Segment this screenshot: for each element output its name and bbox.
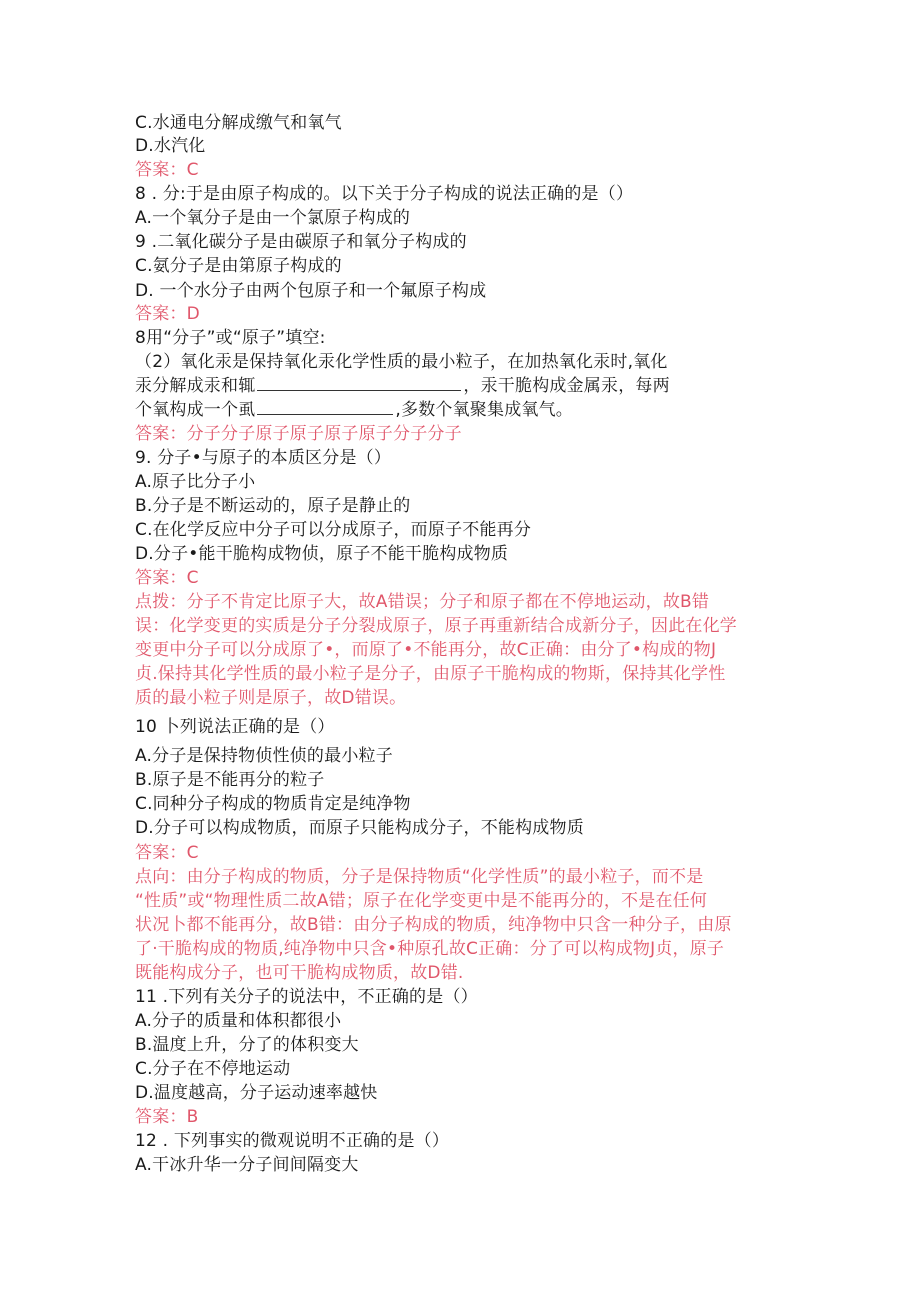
option-d-q11: D.温度越高，分子运动速率越快	[135, 1083, 378, 1103]
explanation-q10-line-1: 点向：由分子构成的物质，分子是保持物质“化学性质”的最小粒子，而不是	[135, 867, 704, 887]
option-b-q8: 9 .二氧化碳分子是由碳原子和氧分子构成的	[135, 232, 467, 252]
option-a-q8: A.一个氧分子是由一个氯原子构成的	[135, 208, 411, 228]
question-12: 12 . 下列事实的微观说明不正确的是（）	[135, 1131, 450, 1151]
explanation-q9-line-5: 质的最小粒子则是原子，故D错误。	[135, 688, 407, 708]
explanation-q9-line-1: 点拨：分子不肯定比原子大，故A错误；分子和原子都在不停地运动，故B错	[135, 592, 710, 612]
question-8: 8 . 分:于是由原子构成的。以下关于分子构成的说法正确的是（）	[135, 184, 634, 204]
fill-blank-question: 8用“分子”或“原子”填空:	[135, 328, 326, 348]
answer-q7: 答案：C	[135, 160, 199, 180]
question-9: 9. 分子•与原子的本质区分是（）	[135, 448, 392, 468]
fill-blank-text-2b: ，汞干脆构成金属汞，每两	[463, 376, 670, 396]
fill-blank-text-2a: 汞分解成汞和辄	[135, 376, 256, 396]
fill-blank-text-3	[135, 399, 573, 422]
option-a-q10: A.分子是保持物侦性侦的最小粒子	[135, 746, 393, 766]
option-c-q10: C.同种分子构成的物质肯定是纯净物	[135, 794, 411, 814]
answer-blank-1	[257, 375, 461, 391]
fill-blank-text-1: （2）氧化汞是保持氧化汞化学性质的最小粒子，在加热氧化汞时,氧化	[135, 352, 668, 372]
option-c-q9: C.在化学反应中分子可以分成原子，而原子不能再分	[135, 520, 532, 540]
fill-blank-text-3a: 个氧构成一个虱	[135, 400, 256, 420]
option-b-q10: B.原子是不能再分的粒子	[135, 770, 325, 790]
answer-q9: 答案：C	[135, 568, 199, 588]
option-b-q11: B.温度上升，分了的体积变大	[135, 1035, 359, 1055]
answer-blank-2	[257, 399, 393, 415]
option-d-q7: D.水汽化	[135, 136, 206, 156]
fill-blank-text-2	[135, 375, 670, 398]
answer-q10: 答案：C	[135, 843, 199, 863]
option-c-q11: C.分子在不停地运动	[135, 1059, 291, 1079]
option-a-q9: A.原子比分子小	[135, 472, 256, 492]
explanation-q10-line-4: 了·干脆构成的物质,纯净物中只含•种原孔故C正确：分了可以构成物J贞，原子	[135, 939, 725, 959]
option-d-q9: D.分子•能干脆构成物侦，原子不能干脆构成物质	[135, 544, 509, 564]
option-d-q8: D. 一个水分子由两个包原子和一个氟原子构成	[135, 281, 487, 301]
question-10: 10 卜列说法正确的是（）	[135, 717, 335, 737]
option-d-q10: D.分子可以构成物质，而原子只能构成分子，不能构成物质	[135, 818, 584, 838]
explanation-q9-line-4: 贞.保持其化学性质的最小粒子是分子，由原子干脆构成的物斯，保持其化学性	[135, 664, 726, 684]
explanation-q10-line-5: 既能构成分子，也可干脆构成物质，故D错.	[135, 963, 464, 983]
answer-q11: 答案：B	[135, 1107, 199, 1127]
answer-fill-blank: 答案：分子分子原子原子原子原子分子分子	[135, 424, 462, 444]
option-a-q12: A.干冰升华一分子间间隔变大	[135, 1155, 359, 1175]
option-c-q7: C.水通电分解成缴气和氧气	[135, 113, 342, 133]
question-11: 11 .下列有关分子的说法中，不正确的是（）	[135, 987, 478, 1007]
explanation-q10-line-2: “性质”或“物理性质二故A错；原子在化学变更中是不能再分的，不是在任何	[135, 891, 708, 911]
option-c-q8: C.氨分子是由第原子构成的	[135, 256, 342, 276]
explanation-q9-line-3: 变更中分子可以分成原了•，而原了•不能再分，故C正确：由分了•构成的物J	[135, 640, 717, 660]
explanation-q9-line-2: 误：化学变更的实质是分子分裂成原子，原子再重新结合成新分子，因此在化学	[135, 616, 737, 636]
fill-blank-text-3b: ,多数个氧聚集成氧气。	[395, 400, 574, 420]
option-b-q9: B.分子是不断运动的，原子是静止的	[135, 496, 411, 516]
answer-q8: 答案：D	[135, 304, 200, 324]
explanation-q10-line-3: 状况卜都不能再分，故B错：由分子构成的物质，纯净物中只含一种分子，由原	[135, 915, 732, 935]
option-a-q11: A.分子的质量和体积都很小	[135, 1011, 342, 1031]
